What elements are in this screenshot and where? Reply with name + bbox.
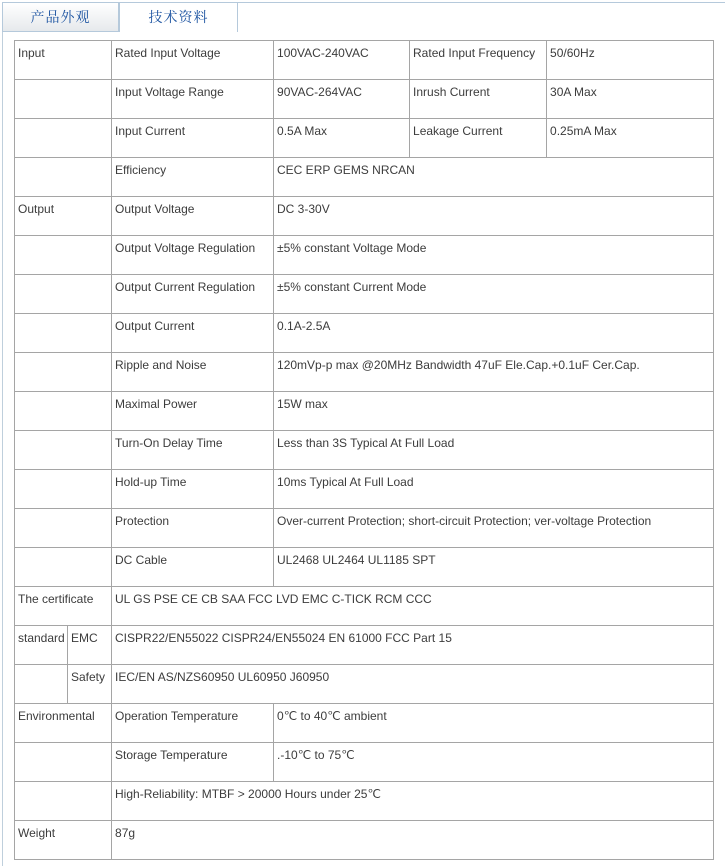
label-cell: Output Voltage Regulation	[112, 236, 274, 275]
table-row	[15, 509, 714, 548]
section-cell	[15, 665, 68, 704]
section-cell	[15, 392, 112, 431]
value-cell: 87g	[112, 821, 714, 860]
label-cell: Efficiency	[112, 158, 274, 197]
table-row	[15, 431, 714, 470]
section-cell	[15, 431, 112, 470]
table-row	[15, 626, 714, 665]
table-row	[15, 197, 714, 236]
value-cell: 100VAC-240VAC	[274, 41, 410, 80]
table-row	[15, 704, 714, 743]
value-cell: High-Reliability: MTBF > 20000 Hours under 25℃	[112, 782, 714, 821]
label-cell: Output Voltage	[112, 197, 274, 236]
section-cell: Weight	[15, 821, 112, 860]
value-cell: 50/60Hz	[547, 41, 714, 80]
label-cell: Output Current Regulation	[112, 275, 274, 314]
table-row	[15, 275, 714, 314]
value-cell: Over-current Protection; short-circuit Protection; ver-voltage Protection	[274, 509, 714, 548]
table-row	[15, 470, 714, 509]
section-cell: Output	[15, 197, 112, 236]
label-cell: Output Current	[112, 314, 274, 353]
value-cell: DC 3-30V	[274, 197, 714, 236]
label-cell: Input Current	[112, 119, 274, 158]
container-left-border	[2, 2, 3, 866]
section-cell	[15, 236, 112, 275]
value-cell: .-10℃ to 75℃	[274, 743, 714, 782]
section-cell: Input	[15, 41, 112, 80]
section-cell	[15, 743, 112, 782]
value-cell: 30A Max	[547, 80, 714, 119]
label-cell: Leakage Current	[410, 119, 547, 158]
value-cell: 90VAC-264VAC	[274, 80, 410, 119]
spec-table-body	[15, 41, 714, 860]
section-cell	[15, 353, 112, 392]
tab-product-appearance[interactable]: 产品外观	[2, 2, 119, 32]
label-cell: DC Cable	[112, 548, 274, 587]
table-row	[15, 548, 714, 587]
section-cell	[15, 275, 112, 314]
section-cell: Environmental	[15, 704, 112, 743]
value-cell: 0.5A Max	[274, 119, 410, 158]
value-cell: Less than 3S Typical At Full Load	[274, 431, 714, 470]
value-cell: UL2468 UL2464 UL1185 SPT	[274, 548, 714, 587]
value-cell: 15W max	[274, 392, 714, 431]
table-row	[15, 821, 714, 860]
table-row	[15, 665, 714, 704]
label-cell: Turn-On Delay Time	[112, 431, 274, 470]
value-cell: ±5% constant Current Mode	[274, 275, 714, 314]
section-cell	[15, 782, 112, 821]
label-cell: Inrush Current	[410, 80, 547, 119]
table-row	[15, 41, 714, 80]
label-cell: Ripple and Noise	[112, 353, 274, 392]
table-row	[15, 119, 714, 158]
value-cell: CISPR22/EN55022 CISPR24/EN55024 EN 61000 FCC Part 15	[112, 626, 714, 665]
section-cell: The certificate	[15, 587, 112, 626]
value-cell: UL GS PSE CE CB SAA FCC LVD EMC C-TICK RCM CCC	[112, 587, 714, 626]
value-cell: 0℃ to 40℃ ambient	[274, 704, 714, 743]
value-cell: 0.25mA Max	[547, 119, 714, 158]
section-cell	[15, 314, 112, 353]
label-cell: Rated Input Frequency	[410, 41, 547, 80]
table-row	[15, 587, 714, 626]
section-cell	[15, 158, 112, 197]
spec-table	[14, 40, 714, 860]
label-cell: Safety	[68, 665, 112, 704]
section-cell: standard	[15, 626, 68, 665]
tab-technical-data[interactable]: 技术资料	[119, 2, 238, 32]
label-cell: Operation Temperature	[112, 704, 274, 743]
value-cell: CEC ERP GEMS NRCAN	[274, 158, 714, 197]
table-row	[15, 392, 714, 431]
label-cell: Storage Temperature	[112, 743, 274, 782]
label-cell: EMC	[68, 626, 112, 665]
value-cell: IEC/EN AS/NZS60950 UL60950 J60950	[112, 665, 714, 704]
section-cell	[15, 80, 112, 119]
table-row	[15, 158, 714, 197]
section-cell	[15, 548, 112, 587]
table-row	[15, 236, 714, 275]
table-row	[15, 743, 714, 782]
label-cell: Hold-up Time	[112, 470, 274, 509]
section-cell	[15, 509, 112, 548]
label-cell: Protection	[112, 509, 274, 548]
table-row	[15, 782, 714, 821]
table-row	[15, 353, 714, 392]
table-row	[15, 314, 714, 353]
value-cell: 10ms Typical At Full Load	[274, 470, 714, 509]
section-cell	[15, 470, 112, 509]
tab-bar	[2, 2, 238, 32]
label-cell: Rated Input Voltage	[112, 41, 274, 80]
section-cell	[15, 119, 112, 158]
label-cell: Input Voltage Range	[112, 80, 274, 119]
value-cell: 120mVp-p max @20MHz Bandwidth 47uF Ele.Cap.+0.1uF Cer.Cap.	[274, 353, 714, 392]
value-cell: 0.1A-2.5A	[274, 314, 714, 353]
table-row	[15, 80, 714, 119]
label-cell: Maximal Power	[112, 392, 274, 431]
value-cell: ±5% constant Voltage Mode	[274, 236, 714, 275]
